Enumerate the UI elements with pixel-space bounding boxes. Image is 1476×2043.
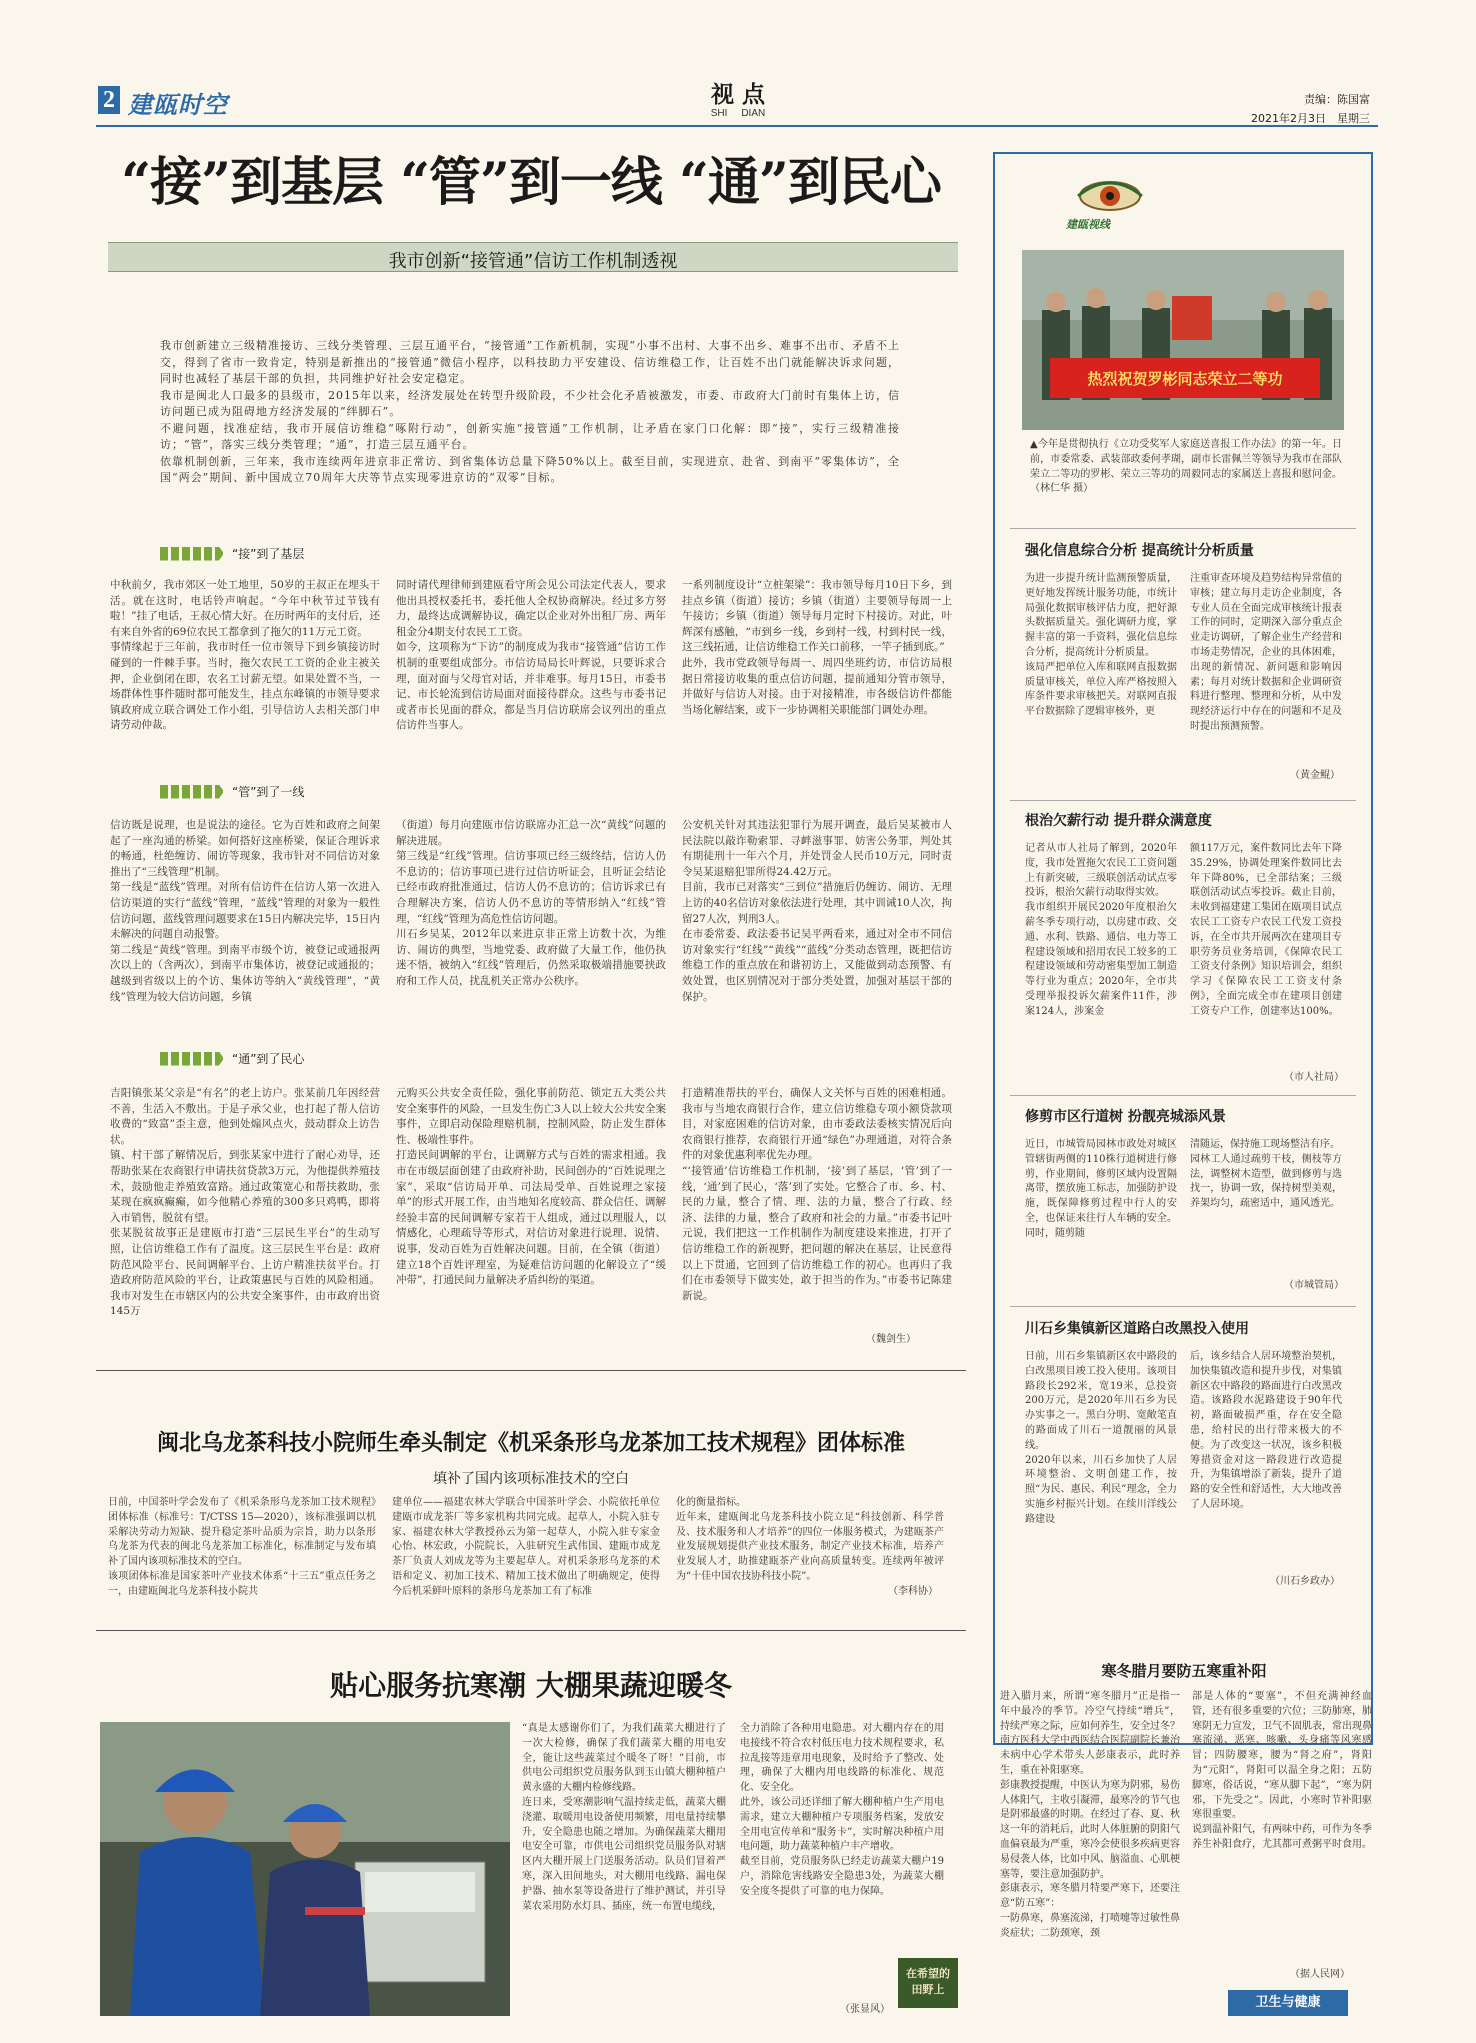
page-header (0, 0, 1476, 145)
lead-intro: 我市创新建立三级精准接访、三线分类管理、三层互通平台，“接管通”工作新机制，实现“小事不出村、大事不出乡、难事不出市、矛盾不上交，得到了省市一致肯定，特别是新推出的“接管通”微信小程序，以科技助力平安建设、信访维稳工作，让百姓不出门就能解决诉求问题，同时也减轻了基层干部的负担，共同维护好社会安定稳定。 我市是闽北人口最多的县级市，2015年以来，经济发展处在转型升级阶段，不少社会化矛盾被激发，市委、市政府大门前时有集体上访，信访问题已成为阻碍地方经济发展的“绊脚石”。 不避问题，找准症结，我市开展信访维稳“啄附行动”，创新实施“接管通”工作机制，让矛盾在家门口化解：即“接”，实行三级精准接访；“管”，落实三线分类管理；“通”，打造三层互通平台。 依靠机制创新，三年来，我市连续两年进京非正常访、到省集体访总量下降50%以上。截至目前，实现进京、赴省、到南平“零集体访”，全国“两会”期间、新中国成立70周年大庆等节点实现零进京访的“双零”目标。 (160, 339, 900, 484)
section-heading-guan: “管”到了一线 (160, 783, 304, 800)
sec2-col1: 信访既是说理，也是说法的途径。它为百姓和政府之间架起了一座沟通的桥梁。如何搭好这座桥梁，保证合理诉求的畅通，杜绝缠访、闹访等现象，我市针对不同信访对象推出了“三线管理”机制。 第一线是“蓝线”管理。对所有信访件在信访人第一次进入信访渠道的实行“蓝线”管理，“蓝线”管理的对象为一般性信访问题，蓝线管理问题要求在15日内解决完毕，15日内未解决的问题自动报警。 第二线是“黄线”管理。到南平市级个访，被登记或通报两次以上的（含两次），到南平市集体访，被登记或通报的；越级到省级以上的个访、集体访等纳入“黄线管理”，“黄线”管理为较大信访问题，乡镇 (110, 819, 380, 1003)
sec3-col1: 吉阳镇张某父亲是“有名”的老上访户。张某前几年因经营不善，生活入不敷出。于是子承父业，也打起了帮人信访收费的“致富”歪主意，他到处煽风点火，鼓动群众上访告状。 镇、村干部了解情况后，到张某家中进行了耐心劝导，还帮助张某在农商银行申请扶贫贷款3万元，为他提供养殖技术，鼓励他走养殖致富路。通过政策宽心和帮扶救助，张某现在疯疯癫癫，如今他精心养殖的300多只鸡鸭，即将入市销售，脱贫有望。 张某脱贫故事正是建瓯市打造“三层民生平台”的生动写照，让信访维稳工作有了温度。这三层民生平台是：政府防范风险平台、民间调解平台、上访户精准扶贫平台。打造政府防范风险的平台，让政策惠民与百姓的风险相通。我市对发生在市辖区内的公共安全案事件，由市政府出资145万 (110, 1087, 380, 1318)
sidebar-photo-banner-text: 热烈祝贺罗彬同志荣立二等功 (1087, 370, 1283, 388)
sidebar-item-col1: 记者从市人社局了解到，2020年度，我市处置拖欠农民工工资问题上有新突破，三级联创活动试点零投诉，根治欠薪行动取得实效。 我市组织开展民2020年度根治欠薪冬季专项行动，以房建市政、交通、水利、铁路、通信、电力等工程建设领域和招用农民工较多的工程建设领域和劳动密集型加工制造等行业为重点；2020年，全市共受理举报投诉欠薪案件11件，涉案124人，涉案金 (1025, 843, 1177, 1017)
sec1-col3: 一系列制度设计“立桩架梁”：我市领导每月10日下乡，到挂点乡镇（街道）接访；乡镇（街道）主要领导每周一上午接访；乡镇（街道）领导每月定时下村接访。对此，叶辉深有感触，“市到乡一线，乡到村一线，村到村民一线，这三线拓通，让信访维稳工作关口前移，一竿子插到底。” 此外，我市党政领导每周一、周四坐班约访，市信访局根据日常接访收集的重点信访问题，提前通知分管市领导，并做好与信访人对接。由于对接精准，市各级信访件都能当场化解结案，或下一步协调相关职能部门调处办理。 (682, 579, 952, 716)
farm-column-badge: 在希望的 田野上 (898, 1958, 958, 2008)
farm-byline: （张显风） (840, 2004, 890, 2015)
sidebar-divider-4 (1010, 1306, 1356, 1307)
sidebar-item-title: 强化信息综合分析 提高统计分析质量 (1025, 543, 1254, 559)
tea-byline: （李科协） (888, 1586, 938, 1597)
sidebar-item-col1: 近日，市城管局园林市政处对城区管辖街两侧的110株行道树进行修剪，作业期间，修剪区域内设置隔离带，摆放施工标志，加强防护设施，既保障修剪过程中行人的安全，也保证来往行人车辆的安全。同时，随剪随 (1025, 1139, 1177, 1239)
sidebar-item-byline: （市人社局） (1284, 1072, 1344, 1083)
tea-col2: 建单位——福建农林大学联合中国茶叶学会、小院依托单位建瓯市成龙茶厂等多家机构共同完成。起草人，小院入驻专家、福建农林大学教授孙云为第一起草人，小院入驻专家金心怡、林宏政，小院院长，入驻研究生武伟国、建瓯市成龙茶厂负责人刘成龙等为主要起草人。对机采条形乌龙茶的术语和定义、初加工技术、精加工技术做出了明确规定，使得今后机采鲜叶原料的条形乌龙茶加工有了标准 (392, 1497, 660, 1596)
sec2-col2: （街道）每月向建瓯市信访联席办汇总一次“黄线”问题的解决进展。 第三线是“红线”管理。信访事项已经三级终结，信访人仍不息访的；信访事项已进行过信访听证会，且听证会结论已经市政府批准通过，信访人仍不息访的；信访诉求已有合理解决方案，信访人仍不息访的等情形纳入“红线”管理，“红线”管理为高危性信访问题。 川石乡吴某，2012年以来进京非正常上访数十次，为维访、闹访的典型，当地党委、政府做了大量工作，他仍执迷不悟，被纳入“红线”管理后，仍然采取极端措施要挟政府和工作人员，扰乱机关正常办公秩序。 (396, 819, 666, 987)
award-ceremony-illustration (1022, 250, 1344, 430)
health-column-badge: 卫生与健康 (1228, 1990, 1348, 2016)
tea-subtitle: 填补了国内该项标准技术的空白 (433, 1471, 629, 1487)
farm-col1: “真是太感谢你们了，为我们蔬菜大棚进行了一次大检修，确保了我们蔬菜大棚的用电安全，能让这些蔬菜过个暖冬了呀！”目前，市供电公司组织党员服务队到玉山镇大棚种植户黄永盛的大棚内检修线路。 连日来，受寒潮影响气温持续走低，蔬菜大棚浇灌、取暖用电设备使用频繁，用电量持续攀升，安全隐患也随之增加。为确保蔬菜大棚用电安全可靠，市供电公司组织党员服务队对辖区内大棚开展上门送服务活动。队员们冒着严寒，深入田间地头，对大棚用电线路、漏电保护器、抽水泵等设备进行了维护测试，并引导菜农采用防水灯具、插座，统一布置电缆线， (522, 1723, 726, 1912)
lead-bottom-rule (96, 1370, 966, 1371)
sidebar-item-byline: （川石乡政办） (1270, 1576, 1340, 1587)
tea-bottom-rule (96, 1630, 966, 1631)
sidebar-divider-3 (1010, 1095, 1356, 1096)
sidebar-item-col1: 日前，川石乡集镇新区农中路段的白改黑项目竣工投入使用。该项目路段长292米，宽19米，总投资200万元，是2020年川石乡为民办实事之一。黑白分明、宽敞笔直的路面成了川石一道靓丽的风景线。 2020年以来，川石乡加快了人居环境整治、文明创建工作，按照“为民、惠民、利民”理念，全力实施乡村振兴计划。在续川洋线公路建设 (1025, 1351, 1177, 1525)
sidebar-item-title: 根治欠薪行动 提升群众满意度 (1025, 813, 1212, 829)
tea-col1: 日前，中国茶叶学会发布了《机采条形乌龙茶加工技术规程》团体标准（标准号：T/CTSS 15—2020），该标准强调以机采解决劳动力短缺、提升稳定茶叶品质为宗旨，助力以条形乌龙茶为代表的闽北乌龙茶加工标准化，标准制定与发布填补了国内该项标准技术的空白。 该项团体标准是国家茶叶产业技术体系“十三五”重点任务之一，由建瓯闽北乌龙茶科技小院共 (108, 1497, 376, 1596)
lead-byline: （魏剑生） (866, 1334, 916, 1345)
sec1-col1: 中秋前夕，我市郊区一处工地里，50岁的王叔正在埋头干活。就在这时，电话铃声响起。“今年中秋节过节钱有啦！”挂了电话，王叔心情大好。在历时两年的支付后，还有来自外省的69位农民工都拿到了拖欠的11万元工资。 事情缘起于三年前，我市时任一位市领导下到乡镇接访时碰到的一件棘手事。当时，拖欠农民工工资的企业主被关押，企业倒闭在即，农名工讨薪无望。如果处置不当，一场群体性事件随时都可能发生，挂点东峰镇的市领导要求镇政府成立联合调处工作小组，引导信访人去相关部门申请劳动仲裁。 (110, 579, 380, 732)
farm-worker-illustration (100, 1722, 510, 2016)
farm-photo (100, 1722, 510, 2016)
sidebar-item-byline: （黄金鲲） (1290, 770, 1340, 781)
header-rule (96, 125, 1378, 127)
tea-headline: 闽北乌龙茶科技小院师生牵头制定《机采条形乌龙茶加工技术规程》团体标准 (156, 1430, 905, 1456)
sidebar-divider-2 (1010, 800, 1356, 801)
sidebar-logo (1058, 172, 1168, 232)
sidebar-item-col2: 额117万元，案件数同比去年下降35.29%，协调处理案件数同比去年下降80%，已全部结案；三级联创活动试点零投诉。截止目前，未收到福建建工集团在瓯项目试点农民工工资专户农民工代发工资投诉，在全市共开展两次在建项目专职劳务员业务培训，《保障农民工工资支付条例》知识培训会，组织学习《保障农民工工资支付条例》，全面完成全市在建项目创建工资专户工作，创建率达100%。 (1190, 843, 1342, 1017)
lead-subtitle: 我市创新“接管通”信访工作机制透视 (388, 251, 678, 272)
farm-col2: 全力消除了各种用电隐患。对大棚内存在的用电接线不符合农村低压电力技术规程要求，私拉乱接等违章用电现象，及时给予了整改、处理，确保了大棚内用电线路的标准化、规范化、安全化。 此外，该公司还详细了解大棚种植户生产用电需求，建立大棚种植户专项服务档案，发放安全用电宣传单和“服务卡”，实时解决种植户用电问题，助力蔬菜种植户丰产增收。 截至目前，党员服务队已经走访蔬菜大棚户19户，消除危害线路安全隐患3处，为蔬菜大棚安全度冬提供了可靠的电力保障。 (740, 1723, 944, 1897)
section-heading-tong: “通”到了民心 (160, 1050, 304, 1067)
arrow-decoration-icon (160, 785, 224, 799)
sec1-col2: 同时请代理律师到建瓯看守所会见公司法定代表人，要求他出具授权委托书，委托他人全权协商解决。经过多方努力，最终达成调解协议，确定以企业对外出租厂房、两年租金分4期支付农民工工资。 如今，这项称为“下访”的制度成为我市“接管通”信访工作机制的重要组成部分。市信访局局长叶辉说，只要诉求合理，面对面与父母官对话，并非难事。每月15日，市委书记、市长轮流到信访局面对面接待群众。这些与市委书记或者市长见面的群众，都是当月信访联席会议列出的重点信访件当事人。 (396, 579, 666, 732)
section-pinyin: SHI DIAN (710, 108, 766, 119)
health-byline: （据人民网） (1290, 1969, 1350, 1980)
sec3-col2: 元购买公共安全责任险，强化事前防范、锁定五大类公共安全案事件的风险，一旦发生伤亡3人以上较大公共安全案事件，立即启动保险理赔机制，控制风险，防止发生群体性、极端性事件。 打造民间调解的平台，让调解方式与百姓的需求相通。我市在市级层面创建了由政府补助，民间创办的“百姓说理之家”，采取“信访局开单、司法局受单、百姓说理之家接单”的形式开展工作，由当地知名度较高、群众信任、调解经验丰富的民间调解专家若干人组成，通过以理服人，以情感化，心理疏导等形式，对信访对象进行说理、说情、说事，发动百姓为百姓解决问题。目前，在全镇（街道）建立18个百姓评理室，为疑难信访问题的化解设立了“缓冲带”，打通民间力量解决矛盾纠纷的渠道。 (396, 1087, 666, 1287)
arrow-decoration-icon (160, 547, 224, 561)
editor-credit: 责编：陈国富 (1304, 93, 1370, 106)
sidebar-item-title: 修剪市区行道树 扮靓亮城添风景 (1025, 1109, 1226, 1125)
sec2-col3: 公安机关针对其违法犯罪行为展开调查，最后吴某被市人民法院以敲诈勒索罪、寻衅滋事罪、妨害公务罪，判处其有期徒刑十一年六个月，并处罚金人民币10万元，同时责令吴某退赔犯罪所得24.42万元。 目前，我市已对落实“三到位”措施后仍缠访、闹访、无理上访的40名信访对象依法进行处理，其中训诫10人次，拘留27人次，判刑3人。 在市委常委、政法委书记吴平两看来，通过对全市不同信访对象实行“红线”“黄线”“蓝线”分类动态管理，既把信访维稳工作的重点放在和谐初访上，又能做到动态预警、有效处置，也区别情况对于部分类处置，加强对基层干部的保护。 (682, 819, 952, 1003)
section-title: 视 点 (710, 81, 765, 108)
sidebar-item-col1: 为进一步提升统计监测预警质量，更好地发挥统计服务功能，市统计局强化数据审核评估力度，把好源头数据质量关。强化调研力度，掌握丰富的第一手资料，强化信息综合分析，提高统计分析质量。 该局严把单位入库和联网直报数据质量审核关，单位入库严格按照入库条件要求审核把关。对联网直报平台数据除了逻辑审核外，更 (1025, 573, 1177, 718)
sidebar-item-title: 川石乡集镇新区道路白改黑投入使用 (1025, 1321, 1249, 1337)
page-number: 2 (98, 86, 120, 114)
arrow-decoration-icon (160, 1052, 224, 1066)
sidebar-photo-caption: ▲今年是贯彻执行《立功受奖军人家庭送喜报工作办法》的第一年。日前，市委常委、武装部政委何孝瑚，副市长雷佩兰等领导为我市在部队荣立二等功的罗彬、荣立三等功的周毅同志的家属送上喜报和慰问金。 （林仁华 摄） (1030, 439, 1342, 495)
sidebar-divider-1 (1010, 528, 1356, 529)
paper-name-logo: 建瓯时空 (128, 90, 228, 119)
sidebar-item-col2: 注重审查环境及趋势结构异常值的审核；建立每月走访企业制度，各专业人员在全面完成审核统计报表工作的同时，定期深入部分重点企业走访调研，了解企业生产经营和市场走势情况，企业的具体困难，出现的新情况、新问题和影响因素；每月对统计数据和企业调研资料进行整理、整理和分析，从中发现经济运行中存在的问题和不足及时提出预测预警。 (1190, 573, 1342, 732)
sidebar-item-col2: 后，该乡结合人居环境整治契机，加快集镇改造和提升步伐，对集镇新区农中路段的路面进行白改黑改造。该路段水泥路建设于90年代初，路面破损严重，存在安全隐患，给村民的出行带来极大的不便。为了改变这一状况，该乡积极筹措资金对这一路段进行改造提升，为集镇增添了新装，提升了道路的安全性和舒适性，大大地改善了人居环境。 (1190, 1351, 1342, 1510)
health-col1: 进入腊月来，所谓“寒冬腊月”正是指一年中最冷的季节。冷空气持续“增兵”，持续严寒之际，应如何养生，安全过冬？南方医科大学中西医结合医院副院长兼治未病中心学术带头人彭康表示，此时养生，重在补阳驱寒。 彭康教授提醒，中医认为寒为阴邪，易伤人体阳气，主收引凝滞，最寒冷的节气也是阴邪最盛的时期。在经过了春、夏、秋这一年的消耗后，此时人体脏腑的阴阳气血偏衰最为严重，寒冷会使很多疾病更容易侵袭人体，比如中风、脑溢血、心肌梗塞等，要注意加强防护。 彭康表示，寒冬腊月特要严寒下，还要注意“防五寒”： 一防鼻寒，鼻塞流涕，打喷嚏等过敏性鼻炎症状；二防颈寒，颈 (1000, 1691, 1180, 1939)
section-heading-jie: “接”到了基层 (160, 545, 304, 562)
sidebar-logo-text: 建瓯视线 (1066, 218, 1110, 231)
farm-headline: 贴心服务抗寒潮 大棚果蔬迎暖冬 (330, 1669, 732, 1702)
sidebar-item-byline: （市城管局） (1284, 1280, 1344, 1291)
sec3-col3: 打造精准帮扶的平台，确保人文关怀与百姓的困难相通。我市与当地农商银行合作，建立信访维稳专项小额贷款项目，对家庭困难的信访对象，由市委政法委核实情况后向农商银行推荐，农商银行开通“绿色”办理通道，对符合条件的对象优惠利率优先办理。 “‘接管通’信访维稳工作机制，‘接’到了基层，‘管’到了一线，‘通’到了民心，‘落’到了实处。它整合了市、乡、村、民的力量，整合了情、理、法的力量，整合了行政、经济、法律的力量，整合了政府和社会的力量。”市委书记叶元说，我们把这一工作机制作为制度建设来推进，打开了信访维稳工作的新视野，把问题的解决在基层，让民意得以上下贯通，它回到了信访维稳工作的初心。也再归了我们在市委领导下做实处，敢于担当的作为。”市委书记陈建新说。 (682, 1087, 952, 1302)
health-col2: 部是人体的“要塞”，不但充满神经血管，还有很多重要的穴位；三防肺寒，肺寒阴无力宣发，卫气不固肌表，常出现鼻塞流涕、恶寒、咳嗽、头身痛等风寒感冒；四防腰寒，腰为“肾之府”，肾阳为“元阳”，肾阳可以温全身之阳；五防脚寒，俗话说，“寒从脚下起”，“寒为阴邪，下先受之”。因此，小寒时节补阳驱寒很重要。 说到温补阳气，有两味中药，可作为冬季养生补阳食疗，尤其都可煮粥平时食用。 (1192, 1691, 1372, 1850)
sidebar-item-col2: 清随运，保持施工现场整洁有序。 园林工人通过疏剪干枝，侧枝等方法，调整树木造型，做到修剪与选找一，协调一致，保持树型美观，养架均匀，疏密适中，通风透光。 (1190, 1139, 1342, 1210)
tea-col3: 化的衡量指标。 近年来，建瓯闽北乌龙茶科技小院立足“科技创新、科学普及、技术服务和人才培养”的四位一体服务模式，为建瓯茶产业发展规划提供产业技术服务，制定产业技术标准，培养产业发展人才，助推建瓯茶产业向高质量转变。连续两年被评为“十佳中国农技协科技小院”。 (676, 1497, 944, 1582)
issue-date: 2021年2月3日 星期三 (1251, 112, 1370, 125)
health-title: 寒冬腊月要防五寒重补阳 (1101, 1662, 1267, 1680)
sidebar-photo (1022, 250, 1344, 430)
lead-headline: “接”到基层 “管”到一线 “通”到民心 (121, 152, 941, 213)
